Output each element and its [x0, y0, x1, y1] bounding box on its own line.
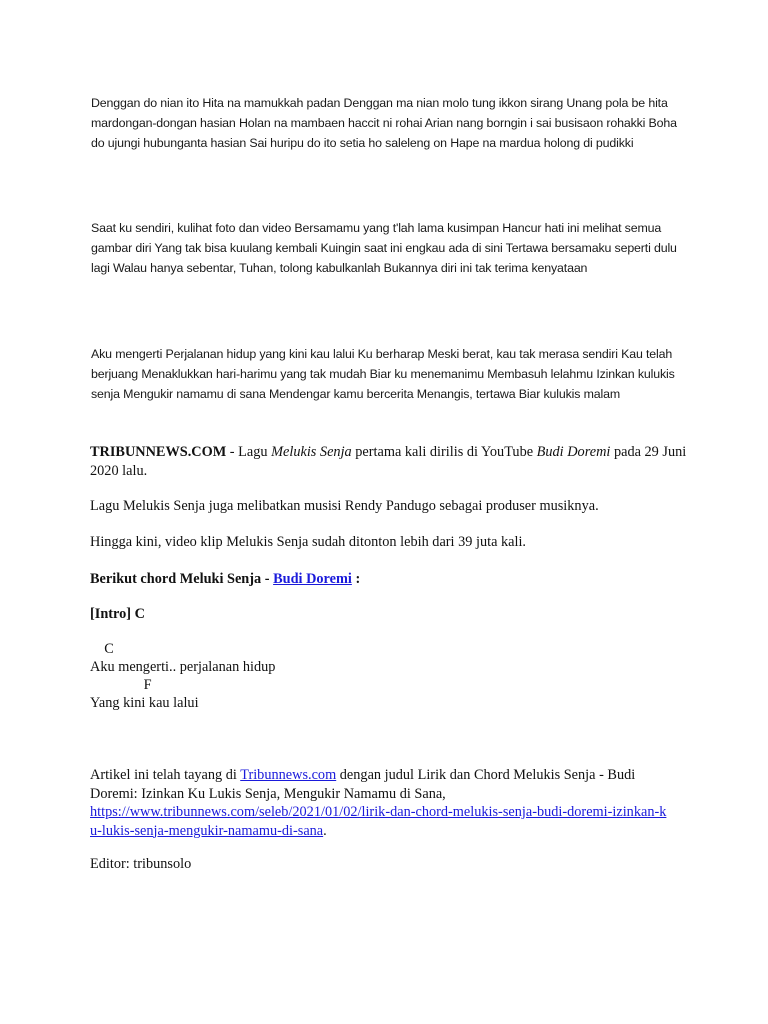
artist-link[interactable]: Budi Doremi	[273, 571, 352, 587]
chord-line: F	[90, 677, 152, 693]
lyrics-paragraph-verse: Saat ku sendiri, kulihat foto dan video Bersamamu yang t'lah lama kusimpan Hancur hati ini melihat semua gambar diri Yang tak bisa kuulang kembali Kuingin saat ini engkau ada di sini Tertawa bersamaku seperti dulu lagi Walau hanya sebentar, Tuhan, tolong kabulkanlah Bukannya diri ini tak terima kenyataan	[91, 221, 677, 276]
published-notice: Artikel ini telah tayang di Tribunnews.com dengan judul Lirik dan Chord Melukis Senja - Budi Doremi: Izinkan Ku Lukis Senja, Mengukir Namamu di Sana, https://www.tribunnews.com/seleb/2021/01/02/lirik-dan-chord-melukis-senja-budi-doremi-izinkan-ku-lukis-senja-mengukir-namamu-di-sana.	[90, 767, 667, 839]
source-label: TRIBUNNEWS.COM	[90, 444, 227, 460]
editor-credit: Editor: tribunsolo	[90, 856, 192, 872]
article-intro: TRIBUNNEWS.COM - Lagu Melukis Senja pertama kali dirilis di YouTube Budi Doremi pada 29 Juni 2020 lalu.	[90, 444, 687, 479]
lyrics-paragraph-batak: Denggan do nian ito Hita na mamukkah padan Denggan ma nian molo tung ikkon sirang Unang pola be hita mardongan-dongan hasian Holan na mambaen haccit ni rohai Arian nang borngin i sai busisaon rohakki Boha do ujungi hubunganta hasian Sai huripu do ito setia ho saleleng on Hape na mardua holong di pudikki	[91, 96, 677, 151]
artist-name: Budi Doremi	[536, 444, 611, 460]
chord-line: C	[90, 641, 114, 657]
chord-heading: Berikut chord Meluki Senja - Budi Doremi :	[90, 571, 361, 587]
site-link[interactable]: Tribunnews.com	[240, 767, 337, 783]
lyric-line: Yang kini kau lalui	[90, 695, 199, 711]
lyrics-paragraph-chorus: Aku mengerti Perjalanan hidup yang kini kau lalui Ku berharap Meski berat, kau tak merasa sendiri Kau telah berjuang Menaklukkan hari-harimu yang tak mudah Biar ku menemanimu Membasuh lelahmu Izinkan kulukis senja Mengukir namamu di sana Mendengar kamu bercerita Menangis, tertawa Biar kulukis malam	[91, 347, 675, 402]
lyric-line: Aku mengerti.. perjalanan hidup	[90, 659, 276, 675]
article-paragraph-producer: Lagu Melukis Senja juga melibatkan musisi Rendy Pandugo sebagai produser musiknya.	[90, 498, 599, 514]
song-title: Melukis Senja	[271, 444, 352, 460]
article-url-link[interactable]: https://www.tribunnews.com/seleb/2021/01/02/lirik-dan-chord-melukis-senja-budi-doremi-izinkan-ku-lukis-senja-mengukir-namamu-di-sana	[90, 804, 667, 839]
article-paragraph-views: Hingga kini, video klip Melukis Senja sudah ditonton lebih dari 39 juta kali.	[90, 534, 526, 550]
intro-chord: [Intro] C	[90, 606, 145, 622]
